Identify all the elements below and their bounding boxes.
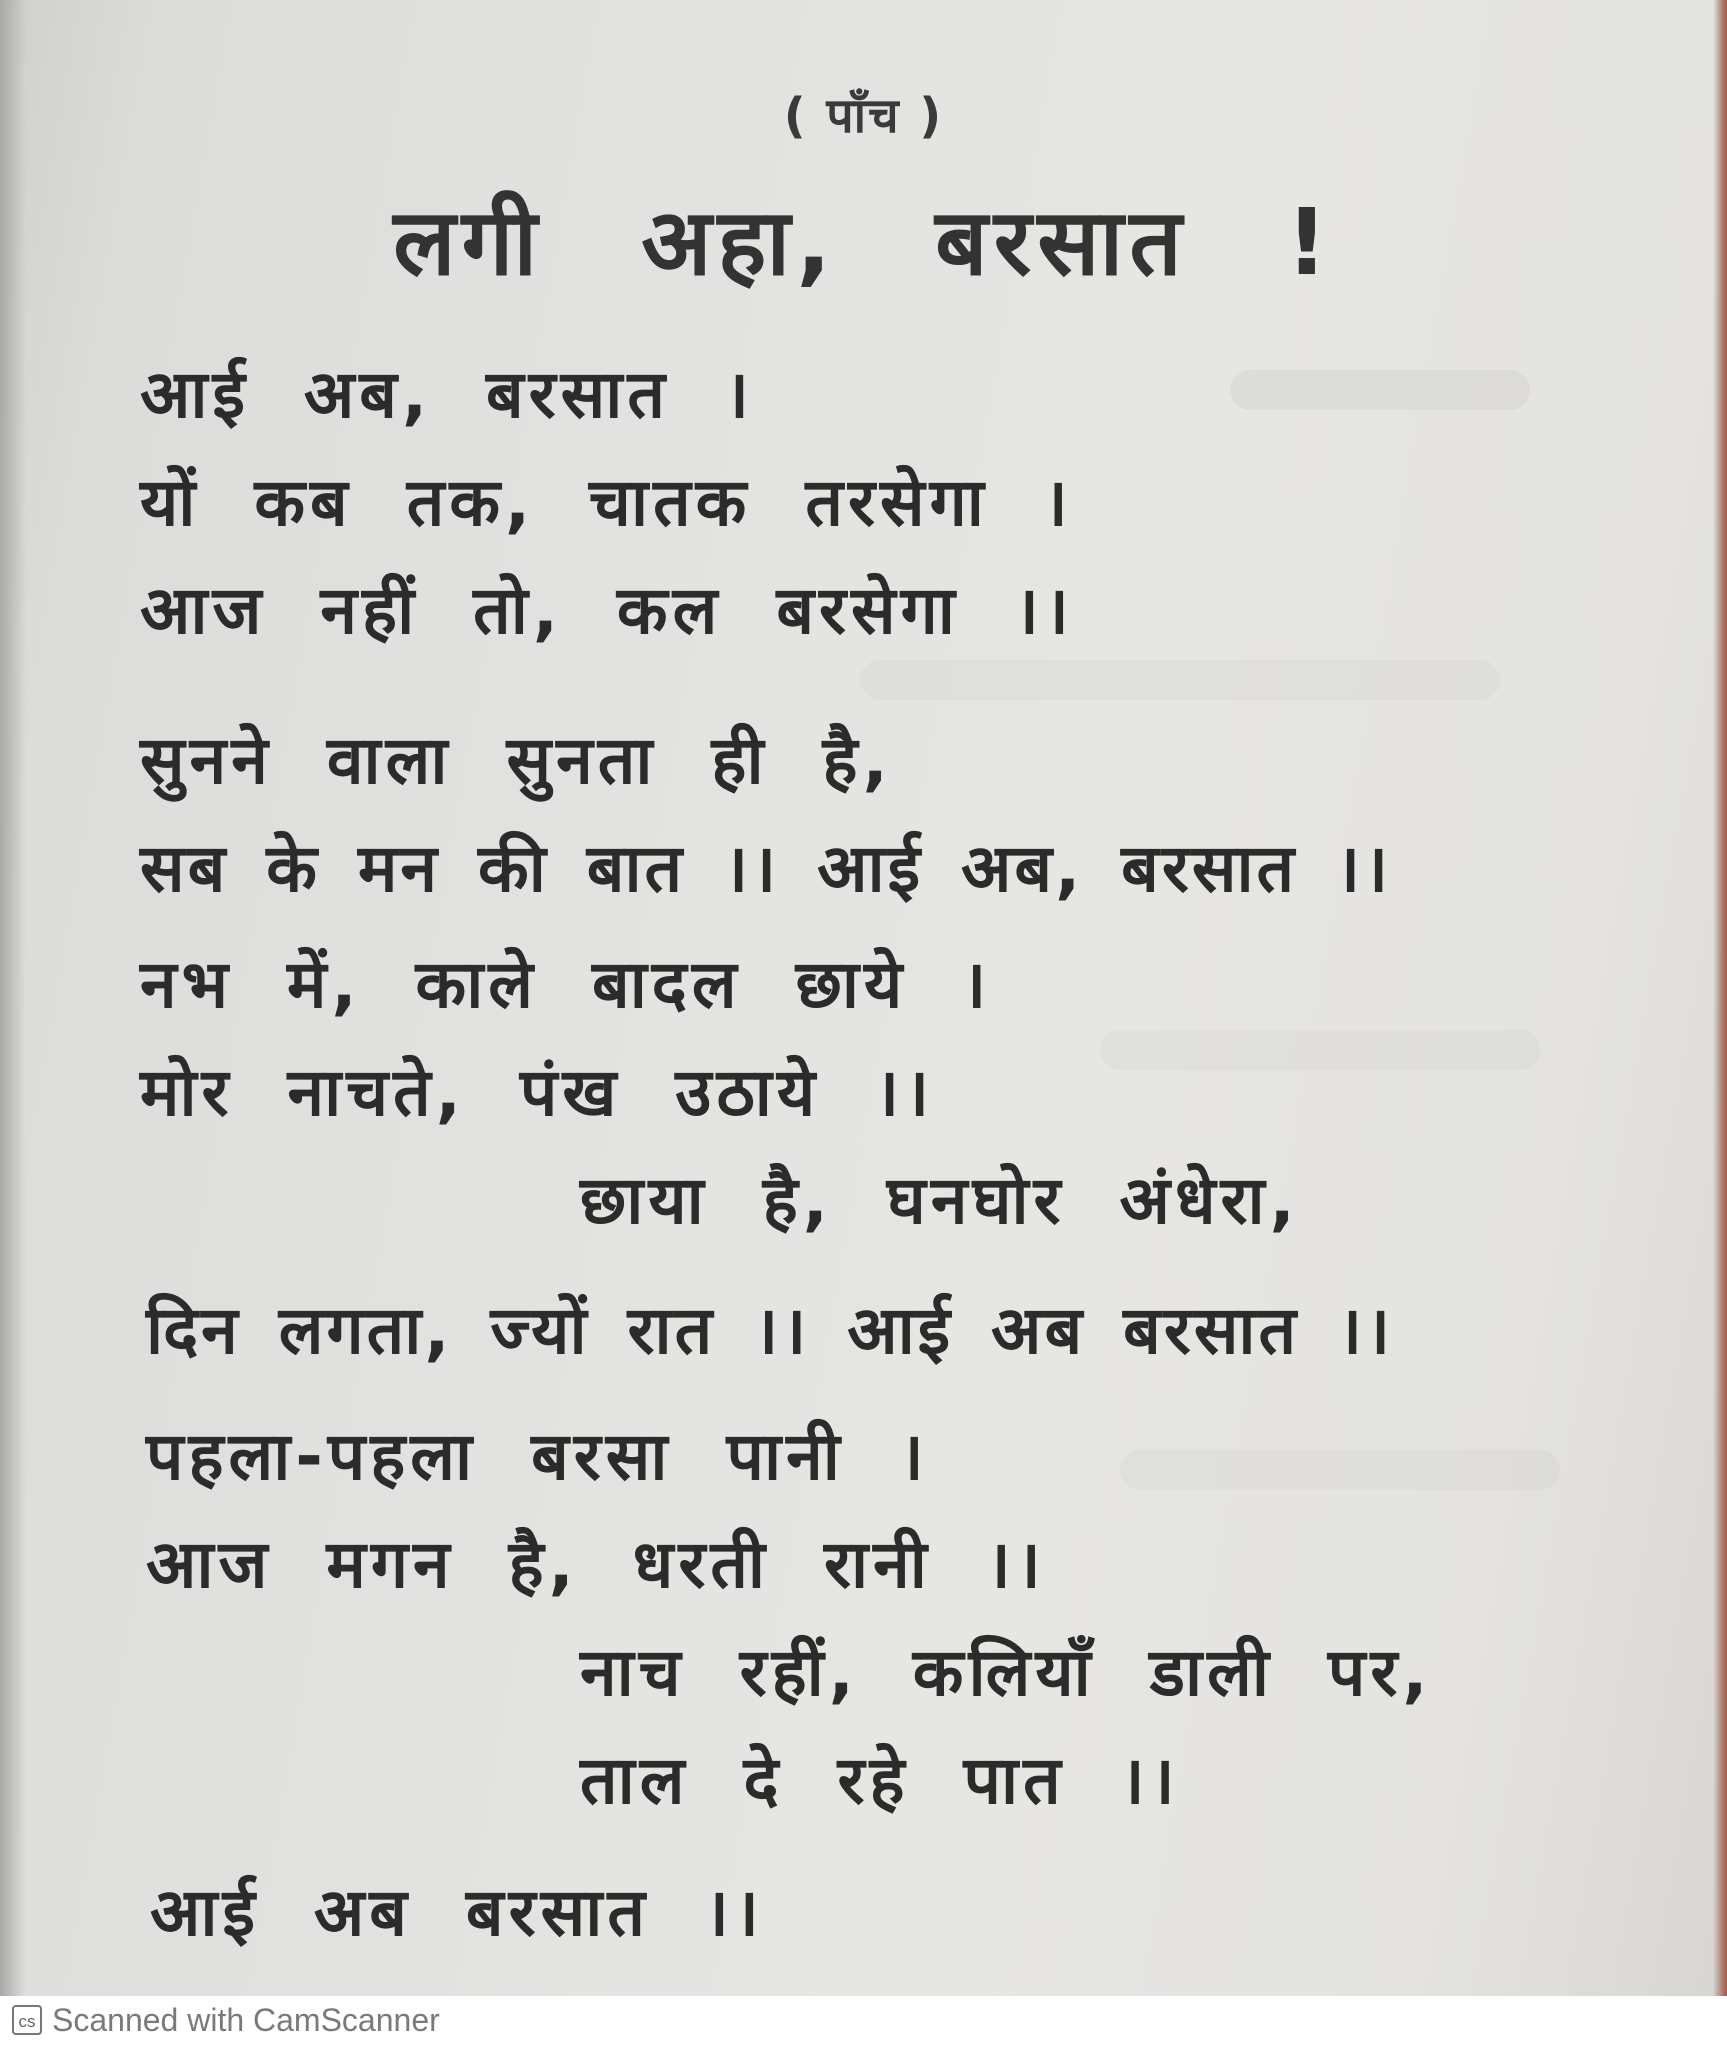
poem-line: आई अब, बरसात । bbox=[140, 356, 754, 433]
camscanner-logo-icon: cs bbox=[12, 2005, 42, 2035]
page-number: ( पाँच ) bbox=[783, 88, 944, 144]
poem-line: आज नहीं तो, कल बरसेगा ।। bbox=[140, 572, 1074, 649]
poem-line: सुनने वाला सुनता ही है, bbox=[140, 722, 893, 799]
bleed-through-mark bbox=[1120, 1450, 1560, 1490]
poem-line: नाच रहीं, कलियाँ डाली पर, bbox=[580, 1634, 1433, 1711]
bleed-through-mark bbox=[860, 660, 1500, 700]
poem-line: दिन लगता, ज्यों रात ।। आई अब बरसात ।। bbox=[146, 1292, 1394, 1369]
poem-line: सब के मन की बात ।। आई अब, बरसात ।। bbox=[140, 830, 1392, 907]
poem-line: पहला-पहला बरसा पानी । bbox=[146, 1418, 929, 1495]
bleed-through-mark bbox=[1230, 370, 1530, 410]
poem-line: नभ में, काले बादल छाये । bbox=[140, 946, 992, 1023]
bleed-through-mark bbox=[1100, 1030, 1540, 1070]
poem-line: आई अब बरसात ।। bbox=[150, 1874, 764, 1951]
poem-line: ताल दे रहे पात ।। bbox=[580, 1742, 1180, 1819]
poem-line: आज मगन है, धरती रानी ।। bbox=[146, 1526, 1046, 1603]
poem-line: छाया है, घनघोर अंधेरा, bbox=[580, 1162, 1300, 1239]
poem-title: लगी अहा, बरसात ! bbox=[393, 189, 1334, 296]
poem-line: मोर नाचते, पंख उठाये ।। bbox=[140, 1054, 935, 1131]
poem-line: यों कब तक, चातक तरसेगा । bbox=[140, 464, 1073, 541]
scanner-watermark-text: Scanned with CamScanner bbox=[52, 2002, 440, 2038]
